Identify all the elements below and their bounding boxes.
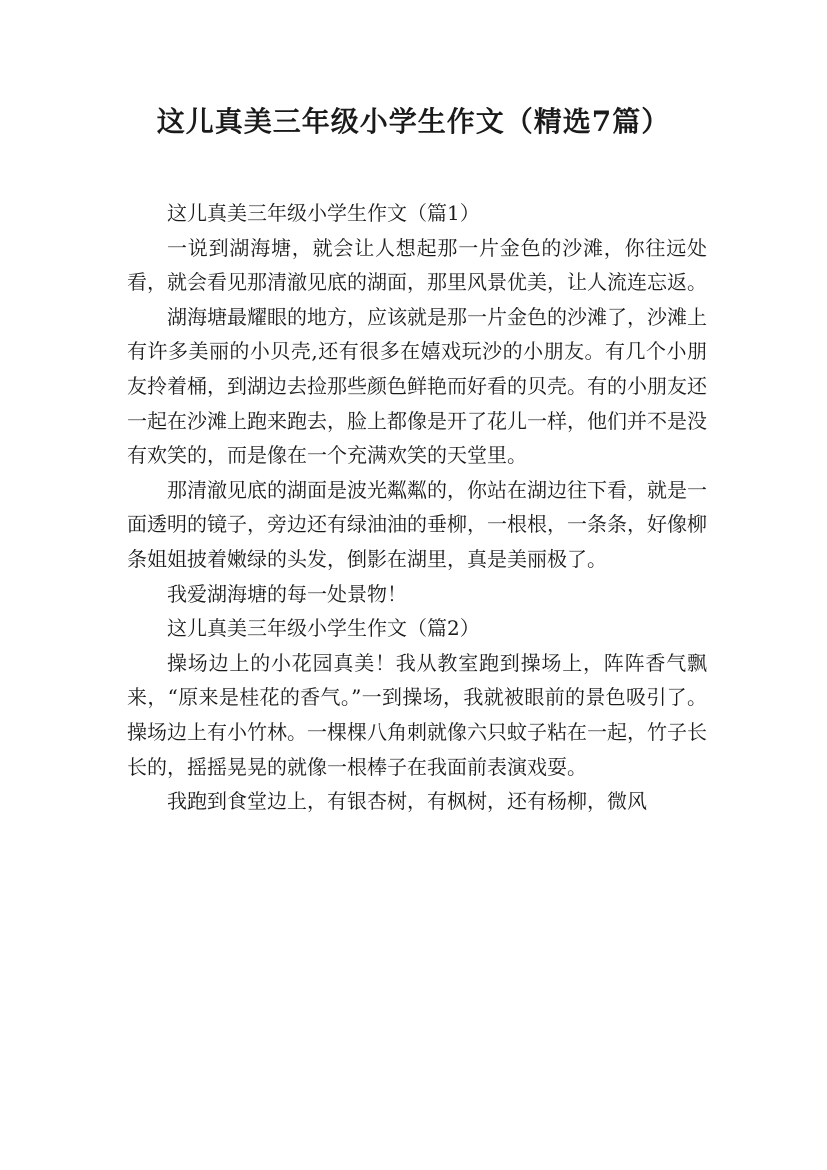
paragraph: 湖海塘最耀眼的地方，应该就是那一片金色的沙滩了，沙滩上有许多美丽的小贝壳,还有很多在嬉戏玩沙的小朋友。有几个小朋友拎着桶，到湖边去捡那些颜色鲜艳而好看的贝壳。有的小朋友还一起在沙滩上跑来跑去，脸上都像是开了花儿一样，他们并不是没有欢笑的，而是像在一个充满欢笑的天堂里。 [127,304,707,468]
paragraph: 我跑到食堂边上，有银杏树，有枫树，还有杨柳，微风 [167,789,647,814]
section-heading-2: 这儿真美三年级小学生作文（篇2） [167,616,480,641]
paragraph: 我爱湖海塘的每一处景物！ [167,581,407,606]
paragraph: 一说到湖海塘，就会让人想起那一片金色的沙滩，你往远处看，就会看见那清澈见底的湖面，那里风景优美，让人流连忘返。 [127,235,707,295]
section-heading-1: 这儿真美三年级小学生作文（篇1） [167,201,480,225]
paragraph: 操场边上的小花园真美！我从教室跑到操场上，阵阵香气飘来，“原来是桂花的香气。”一到操场，我就被眼前的景色吸引了。操场边上有小竹林。一棵棵八角刺就像六只蚊子粘在一起，竹子长长的，摇摇晃晃的就像一根棒子在我面前表演戏耍。 [127,650,707,779]
document-title: 这儿真美三年级小学生作文（精选7篇） [156,105,671,138]
document-body [127,196,707,819]
paragraph: 那清澈见底的湖面是波光粼粼的，你站在湖边往下看，就是一面透明的镜子，旁边还有绿油油的垂柳，一根根，一条条，好像柳条姐姐披着嫩绿的头发，倒影在湖里，真是美丽极了。 [127,477,707,571]
